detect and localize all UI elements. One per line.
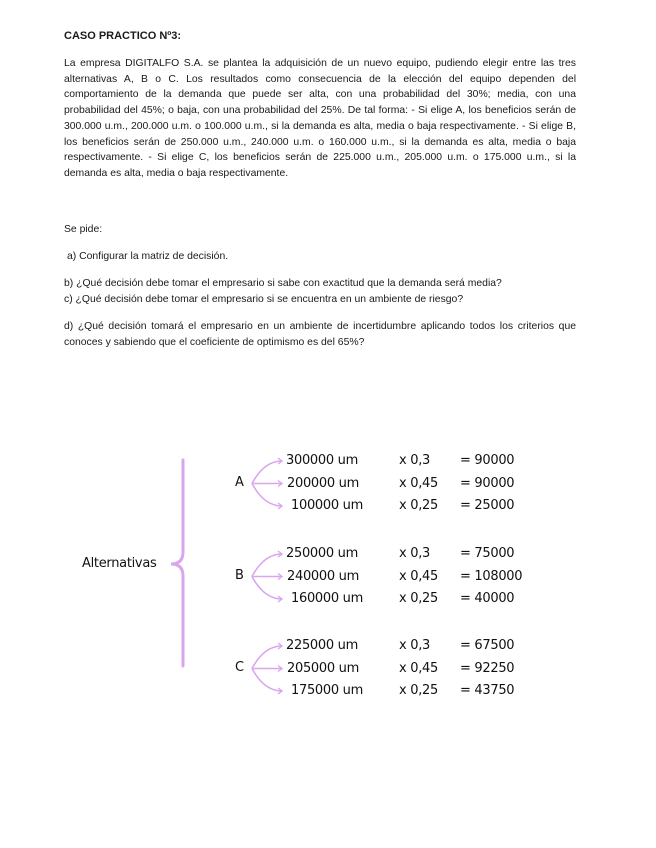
se-pide-label: Se pide: [64, 224, 103, 235]
amount-b-3: 160000 um [291, 591, 363, 606]
branch-c-1 [252, 646, 282, 669]
alternatives-label: Alternativas [82, 556, 157, 571]
amount-a-3: 100000 um [291, 498, 363, 513]
amount-a-1: 300000 um [286, 453, 358, 468]
amount-a-2: 200000 um [287, 475, 359, 491]
alternative-a-label: A [235, 474, 244, 490]
question-c: c) ¿Qué decisión debe tomar el empresario si se encuentra en un ambiente de riesgo? [64, 294, 464, 305]
question-a: a) Configurar la matriz de decisión. [67, 251, 229, 262]
result-a-3: = 25000 [460, 498, 515, 513]
probability-a-1: x 0,3 [399, 453, 431, 468]
question-b: b) ¿Qué decisión debe tomar el empresario si sabe con exactitud que la demanda será media? [64, 278, 502, 289]
alternative-b-label: B [235, 567, 244, 583]
result-c-3: = 43750 [460, 683, 515, 698]
branch-c-3 [252, 669, 282, 692]
document-title: CASO PRACTICO Nº3: [64, 30, 182, 42]
probability-b-1: x 0,3 [399, 546, 431, 561]
result-b-1: = 75000 [460, 546, 515, 561]
result-a-2: = 90000 [460, 475, 515, 491]
result-c-2: = 92250 [460, 660, 515, 676]
amount-c-1: 225000 um [286, 638, 358, 653]
amount-b-2: 240000 um [287, 568, 359, 584]
branch-a-1 [252, 461, 282, 484]
probability-c-3: x 0,25 [399, 683, 438, 698]
result-a-1: = 90000 [460, 453, 515, 468]
probability-c-2: x 0,45 [399, 660, 438, 676]
probability-c-1: x 0,3 [399, 638, 431, 653]
branch-b-3 [252, 577, 282, 600]
probability-a-3: x 0,25 [399, 498, 438, 513]
branch-a-3 [252, 484, 282, 507]
branch-b-1 [252, 554, 282, 577]
amount-c-3: 175000 um [291, 683, 363, 698]
intro-paragraph: La empresa DIGITALFO S.A. se plantea la adquisición de un nuevo equipo, pudiendo elegir entre las tres alternativas A, B o C. Los resultados como consecuencia de la elección del equipo dependen del comportamiento de la demanda que puede ser alta, con una probabilidad del 30%; media, con una probabilidad del 45%; o baja, con una probabilidad del 25%. De tal forma: - Si elige A, los beneficios serán de 300.000 u.m., 200.000 u.m. o 100.000 u.m., si la demanda es alta, media o baja respectivamente. - Si elige B, los beneficios serán de 250.000 u.m., 240.000 u.m. o 160.000 u.m., si la demanda es alta, media o baja respectivamente. - Si elige C, los beneficios serán de 225.000 u.m., 205.000 u.m. o 175.000 u.m., si la demanda es alta, media o baja respectivamente. [64, 58, 576, 179]
probability-a-2: x 0,45 [399, 475, 438, 491]
alternatives-brace [171, 460, 183, 666]
result-b-3: = 40000 [460, 591, 515, 606]
alternative-c-label: C [235, 659, 244, 675]
probability-b-3: x 0,25 [399, 591, 438, 606]
amount-b-1: 250000 um [286, 546, 358, 561]
result-c-1: = 67500 [460, 638, 515, 653]
result-b-2: = 108000 [460, 568, 523, 584]
probability-b-2: x 0,45 [399, 568, 438, 584]
question-d: d) ¿Qué decisión tomará el empresario en un ambiente de incertidumbre aplicando todos los criterios que conoces y sabiendo que el coeficiente de optimismo es del 65%? [64, 321, 576, 348]
amount-c-2: 205000 um [287, 660, 359, 676]
